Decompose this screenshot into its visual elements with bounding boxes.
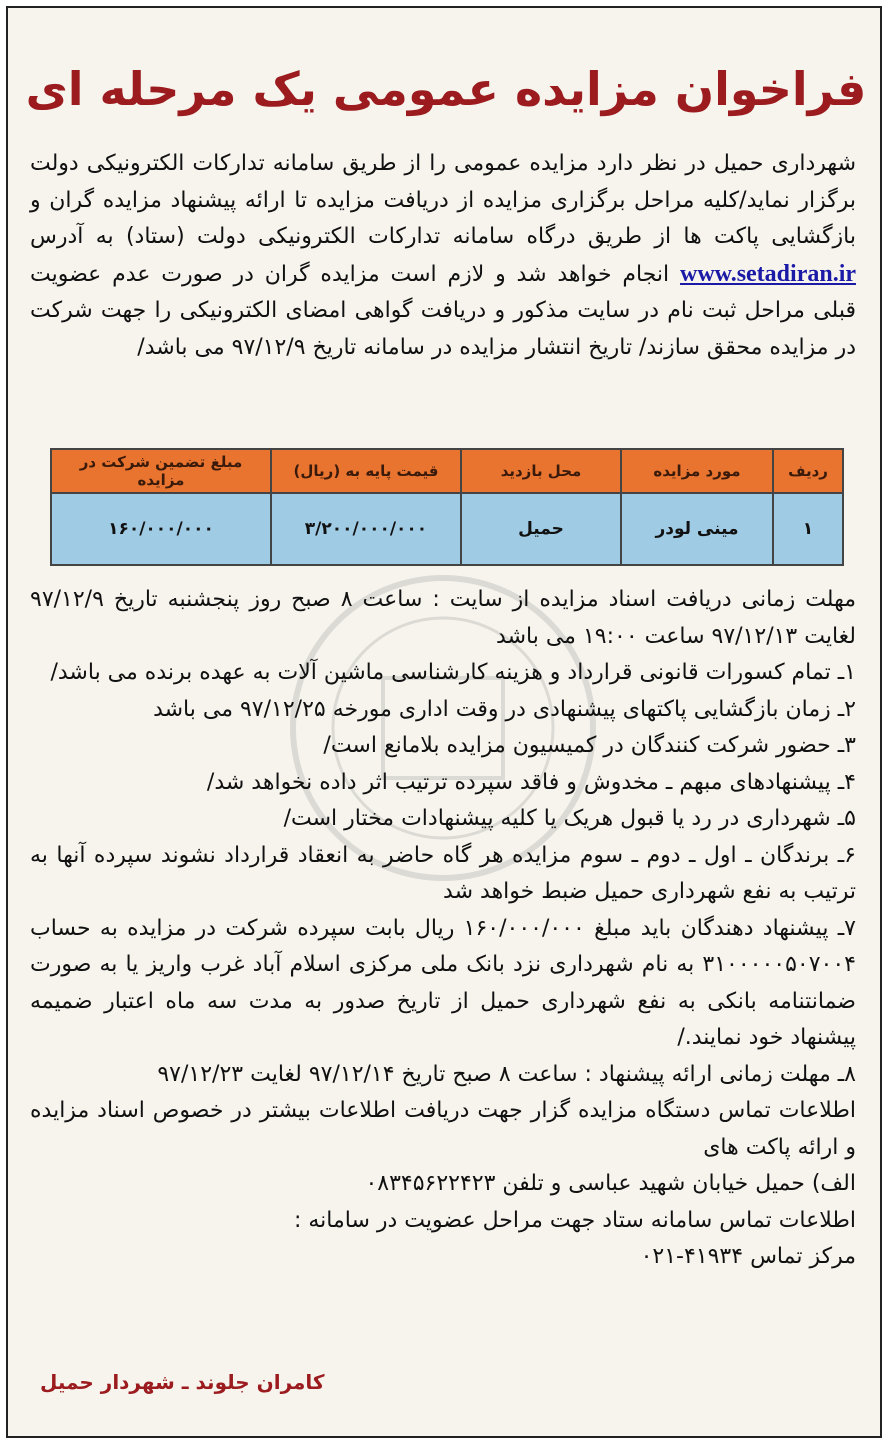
contact-address-phone: الف) حمیل خیابان شهید عباسی و تلفن ۰۸۳۴۵۶۲۲۴۲۳ <box>365 1171 856 1196</box>
condition-item-8: ۸ـ مهلت زمانی ارائه پیشنهاد : ساعت ۸ صبح تاریخ ۹۷/۱۲/۱۴ لغایت ۹۷/۱۲/۲۳ <box>157 1061 856 1087</box>
header-auction-item: مورد مزایده <box>621 449 773 493</box>
header-visit-location: محل بازدید <box>461 449 621 493</box>
header-row-number: ردیف <box>773 449 843 493</box>
cell-base-price: ۳/۲۰۰/۰۰۰/۰۰۰ <box>271 493 461 565</box>
cell-visit-location: حمیل <box>461 493 621 565</box>
table-header-row <box>51 449 843 493</box>
setadiran-link[interactable]: www.setadiran.ir <box>680 260 857 287</box>
intro-text-before-url: شهرداری حمیل در نظر دارد مزایده عمومی را از طریق سامانه تدارکات الکترونیکی دولت برگزار نماید/کلیه مراحل برگزاری مزایده از دریافت مزایده تا ارائه پیشنهاد مزایده گران و بازگشایی پاکت ها از طریق درگاه سامانه تدارکات الکترونیکی دولت (ستاد) به آدرس <box>30 151 856 249</box>
auction-table <box>50 448 844 566</box>
cell-guarantee-amount: ۱۶۰/۰۰۰/۰۰۰ <box>51 493 271 565</box>
condition-item-6: ۶ـ برندگان ـ اول ـ دوم ـ سوم مزایده هر گاه حاضر به انعقاد قرارداد نشوند سپرده آنها به ترتیب به نفع شهرداری حمیل ضبط خواهد شد <box>30 842 856 904</box>
condition-item-4: ۴ـ پیشنهادهای مبهم ـ مخدوش و فاقد سپرده ترتیب اثر داده نخواهد شد/ <box>206 769 856 795</box>
table-row <box>51 493 843 565</box>
cell-auction-item: مینی لودر <box>621 493 773 565</box>
condition-item-7: ۷ـ پیشنهاد دهندگان باید مبلغ ۱۶۰/۰۰۰/۰۰۰ ریال بابت سپرده شرکت در مزایده به حساب ۳۱۰۰۰۰۰۵۰۷۰۰۴ به نام شهرداری نزد بانک ملی مرکزی اسلام آباد غرب واریز یا به صورت ضمانتنامه بانکی به نفع شهرداری حمیل از تاریخ صدور به مدت سه ماه اعتبار ضمیمه پیشنهاد خود نمایند./ <box>30 915 856 1050</box>
intro-paragraph <box>30 146 856 366</box>
header-guarantee-amount: مبلغ تضمین شرکت در مزایده <box>51 449 271 493</box>
document-deadline-line: مهلت زمانی دریافت اسناد مزایده از سایت : ساعت ۸ صبح روز پنجشنبه تاریخ ۹۷/۱۲/۹ لغایت ۹۷/۱۲/۱۳ ساعت ۱۹:۰۰ می باشد <box>30 587 857 649</box>
contact-info-heading: اطلاعات تماس دستگاه مزایده گزار جهت دریافت اطلاعات بیشتر در خصوص اسناد مزایده و ارائه پاکت های <box>30 1098 856 1160</box>
mayor-signature: کامران جلوند ـ شهردار حمیل <box>40 1370 325 1394</box>
condition-item-3: ۳ـ حضور شرکت کنندگان در کمیسیون مزایده بلامانع است/ <box>323 733 856 758</box>
condition-item-2: ۲ـ زمان بازگشایی پاکتهای پیشنهادی در وقت اداری مورخه ۹۷/۱۲/۲۵ می باشد <box>153 696 856 722</box>
notice-title: فراخوان مزایده عمومی یک مرحله ای <box>25 62 867 116</box>
condition-item-5: ۵ـ شهرداری در رد یا قبول هریک یا کلیه پیشنهادات مختار است/ <box>283 806 856 831</box>
cell-row-number: ۱ <box>773 493 843 565</box>
condition-item-1: ۱ـ تمام کسورات قانونی قرارداد و هزینه کارشناسی ماشین آلات به عهده برنده می باشد/ <box>50 660 856 685</box>
setad-call-center: مرکز تماس ۴۱۹۳۴-۰۲۱ <box>640 1244 856 1269</box>
intro-text-after-url: انجام خواهد شد و لازم است مزایده گران در صورت عدم عضویت قبلی مراحل ثبت نام در سایت مذکور و دریافت گواهی امضای الکترونیکی را جهت شرکت در مزایده محقق سازند/ تاریخ انتشار مزایده در سامانه تاریخ ۹۷/۱۲/۹ می باشد/ <box>30 261 856 360</box>
conditions-body <box>30 582 856 1276</box>
setad-contact-heading: اطلاعات تماس سامانه ستاد جهت مراحل عضویت در سامانه : <box>293 1207 856 1233</box>
header-base-price: قیمت پایه به (ریال) <box>271 449 461 493</box>
